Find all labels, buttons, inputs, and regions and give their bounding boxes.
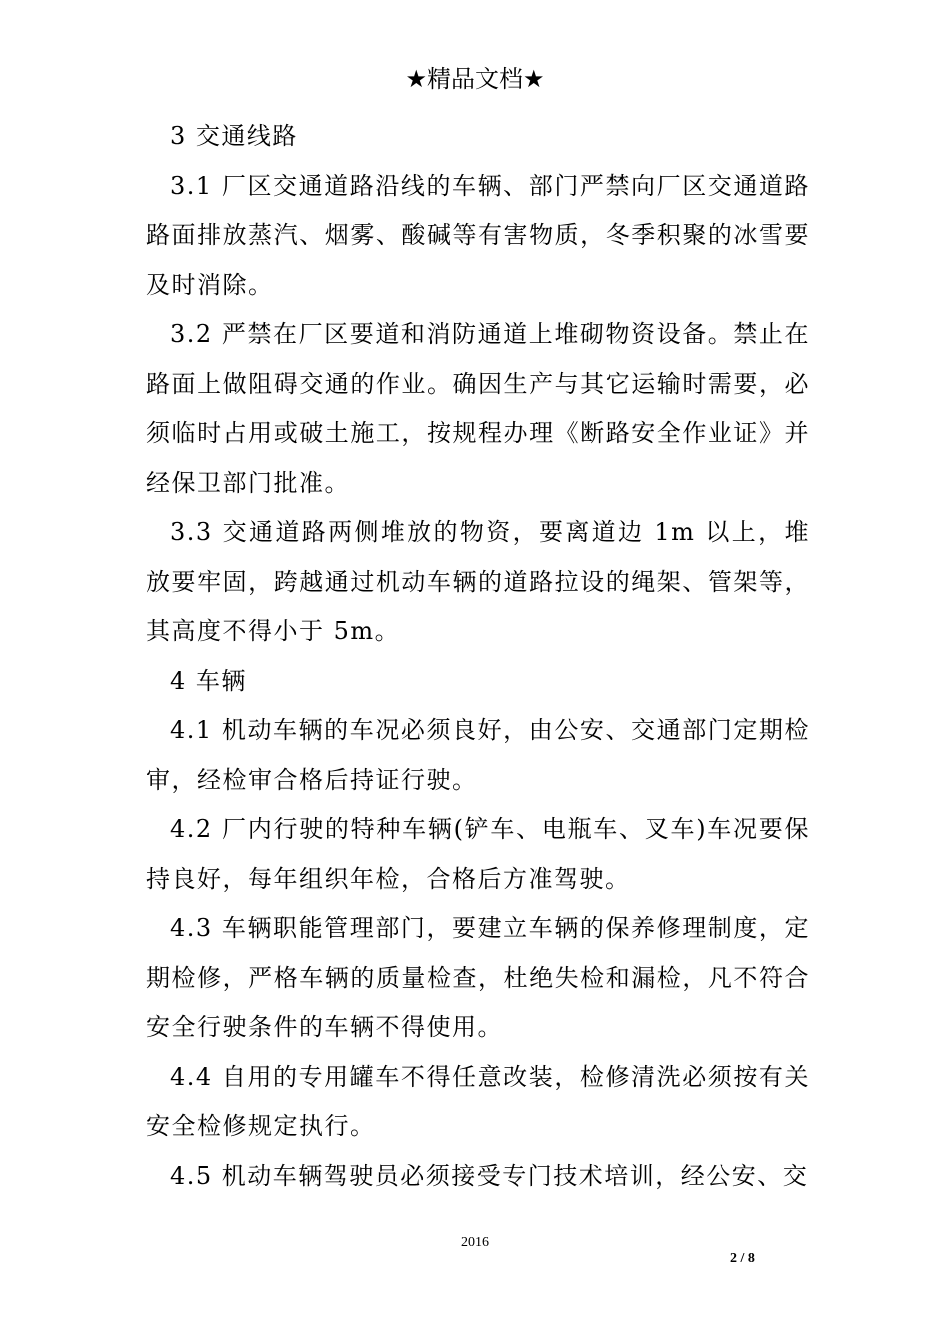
paragraph-4-1: 4.1 机动车辆的车况必须良好，由公安、交通部门定期检审，经检审合格后持证行驶。 xyxy=(146,716,810,794)
section-heading-traffic-routes: 3 交通线路 xyxy=(170,122,298,150)
document-header: ★精品文档★ xyxy=(405,65,545,93)
document-body xyxy=(146,112,810,1201)
paragraph-4-3: 4.3 车辆职能管理部门，要建立车辆的保养修理制度，定期检修，严格车辆的质量检查，杜绝失检和漏检，凡不符合安全行驶条件的车辆不得使用。 xyxy=(146,914,810,1041)
paragraph-3-1: 3.1 厂区交通道路沿线的车辆、部门严禁向厂区交通道路路面排放蒸汽、烟雾、酸碱等有害物质，冬季积聚的冰雪要及时消除。 xyxy=(146,171,810,299)
paragraph-4-2: 4.2 厂内行驶的特种车辆(铲车、电瓶车、叉车)车况要保持良好，每年组织年检，合格后方准驾驶。 xyxy=(146,815,810,893)
page-number: 2 / 8 xyxy=(730,1251,755,1266)
section-heading-vehicles: 4 车辆 xyxy=(170,666,247,695)
paragraph-3-2: 3.2 严禁在厂区要道和消防通道上堆砌物资设备。禁止在路面上做阻碍交通的作业。确因生产与其它运输时需要，必须临时占用或破土施工，按规程办理《断路安全作业证》并经保卫部门批准。 xyxy=(146,320,810,497)
footer-year: 2016 xyxy=(461,1235,489,1250)
paragraph-3-3: 3.3 交通道路两侧堆放的物资，要离道边 1m 以上，堆放要牢固，跨越通过机动车辆的道路拉设的绳架、管架等，其高度不得小于 5m。 xyxy=(146,518,810,645)
paragraph-4-5: 4.5 机动车辆驾驶员必须接受专门技术培训，经公安、交 xyxy=(170,1161,809,1190)
paragraph-4-4: 4.4 自用的专用罐车不得任意改装，检修清洗必须按有关安全检修规定执行。 xyxy=(146,1062,810,1140)
